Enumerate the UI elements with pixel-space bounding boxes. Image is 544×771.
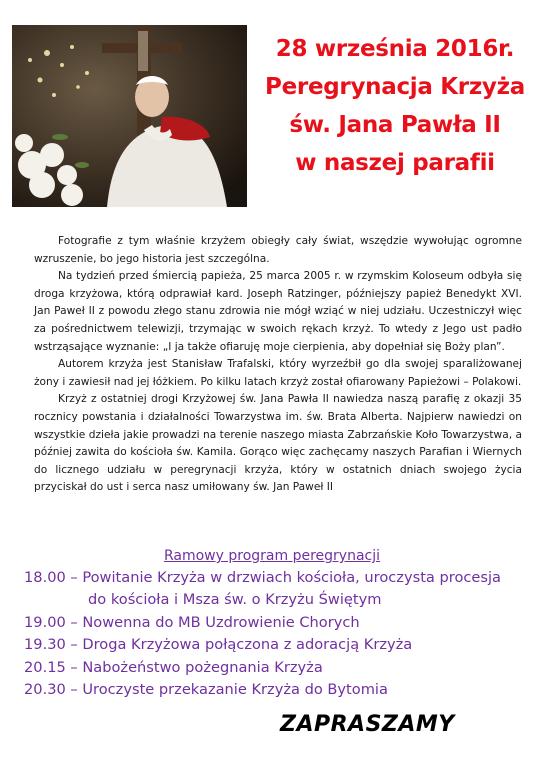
program-item xyxy=(24,679,534,701)
program-item-text: 19.00 – Nowenna do MB Uzdrowienie Chorych xyxy=(24,613,360,631)
program-heading: Ramowy program peregrynacji xyxy=(163,548,380,564)
headline-date: 28 września 2016r. xyxy=(275,36,515,62)
program-item xyxy=(24,657,534,679)
program-item-text: 18.00 – Powitanie Krzyża w drzwiach kościoła, uroczysta procesja xyxy=(24,569,501,586)
program-item-text: 20.30 – Uroczyste przekazanie Krzyża do Bytomia xyxy=(24,681,388,699)
program-list xyxy=(24,567,534,701)
paragraph: Krzyż z ostatniej drogi Krzyżowej św. Jana Pawła II nawiedza naszą parafię z okazji 35 rocznicy powstania i działalności Towarzystwa im. św. Brata Alberta. Najpierw nawiedzi on wszystkie dzieła jakie prowadzi na terenie naszego miasta Zabrzańskie Koło Towarzystwa, a później zawita do kościoła św. Kamila. Gorąco więc zachęcamy naszych Parafian i Wiernych do licznego udziału w peregrynacji krzyża, który w ostatnich dniach swojego życia przyciskał do ust i serca nasz umiłowany św. Jan Paweł II xyxy=(34,393,522,494)
program-item xyxy=(24,634,534,656)
program-item xyxy=(24,567,534,612)
pope-with-cross-photo xyxy=(12,25,247,207)
program-item-text: 20.15 – Nabożeństwo pożegnania Krzyża xyxy=(24,658,323,676)
headline xyxy=(252,30,538,182)
program-item-continuation: do kościoła i Msza św. o Krzyżu Świętym xyxy=(88,591,382,609)
headline-title: Peregrynacja Krzyża xyxy=(265,74,525,100)
article-body xyxy=(34,233,522,497)
paragraph: Fotografie z tym właśnie krzyżem obiegły cały świat, wszędzie wywołując ogromne wzruszenie, bo jego historia jest szczególna. xyxy=(34,235,522,265)
headline-subtitle: św. Jana Pawła II xyxy=(289,112,501,138)
program-item-text: 19.30 – Droga Krzyżowa połączona z adoracją Krzyża xyxy=(24,636,413,654)
paragraph: Autorem krzyża jest Stanisław Trafalski, który wyrzeźbił go dla swojej sparaliżowanej żony i zawiesił nad jej łóżkiem. Po kilku latach krzyż został ofiarowany Papieżowi – Polakowi. xyxy=(34,358,522,388)
paragraph: Na tydzień przed śmiercią papieża, 25 marca 2005 r. w rzymskim Koloseum odbyła się droga krzyżowa, którą odprawiał kard. Joseph Ratzinger, późniejszy papież Benedykt XVI. Jan Paweł II z powodu złego stanu zdrowia nie mógł wziąć w niej udziału. Uczestniczył więc za pośrednictwem telewizji, trzymając w swoich rękach krzyż. To wtedy z Jego ust padło wstrząsające wyznanie: „I ja także ofiaruję moje cierpienia, aby dopełniał się Boży plan”. xyxy=(34,270,522,353)
headline-location: w naszej parafii xyxy=(295,150,495,176)
program-item xyxy=(24,612,534,634)
invite-text: ZAPRASZAMY xyxy=(280,712,455,737)
